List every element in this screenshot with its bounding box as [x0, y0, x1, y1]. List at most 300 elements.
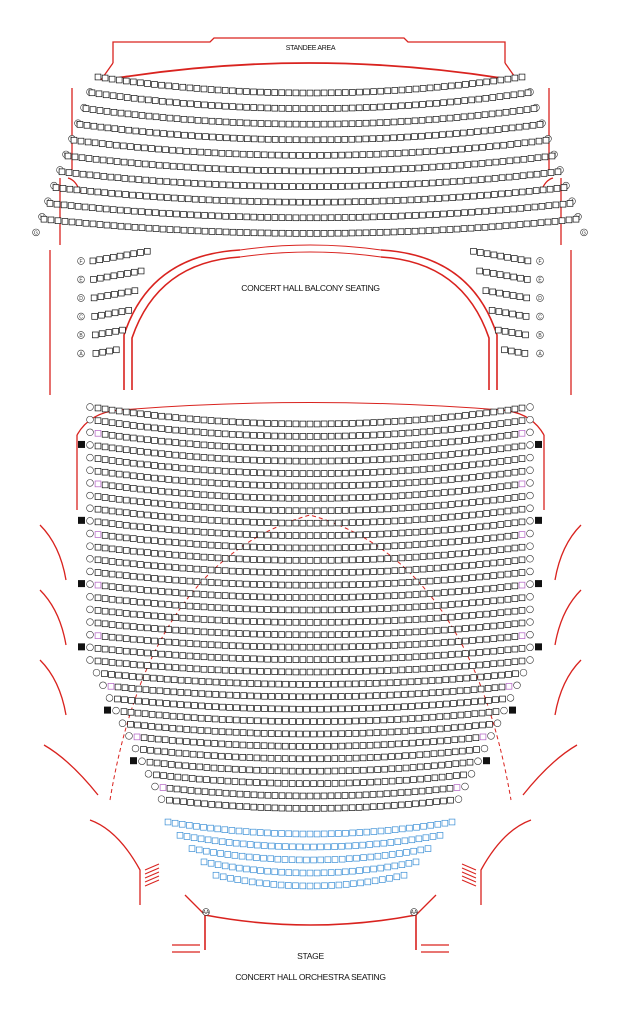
- seat: [279, 105, 285, 111]
- balcony-right-box: [471, 248, 531, 263]
- seat: [107, 348, 113, 354]
- seat: [496, 223, 502, 229]
- seat: [307, 508, 313, 514]
- seat: [279, 582, 285, 588]
- seat: [311, 756, 317, 762]
- seat: [195, 788, 201, 794]
- seat: [123, 623, 129, 629]
- seat: [470, 600, 476, 606]
- seat: [415, 197, 421, 203]
- seat: [505, 584, 511, 590]
- seat: [206, 704, 212, 710]
- seat: [145, 462, 151, 468]
- seat: [286, 619, 292, 625]
- seat: [382, 853, 388, 859]
- seat: [342, 594, 348, 600]
- seat: [441, 490, 447, 496]
- seat: [493, 709, 499, 715]
- seat: [118, 223, 124, 229]
- seat: [505, 470, 511, 476]
- seat: [419, 117, 425, 123]
- seat: [236, 519, 242, 525]
- seat: [357, 656, 363, 662]
- seat: [321, 632, 327, 638]
- seat: [195, 800, 201, 806]
- seat: [504, 207, 510, 213]
- seat: [85, 139, 91, 145]
- seat: [188, 800, 194, 806]
- seat: [181, 116, 187, 122]
- seat: [447, 785, 453, 791]
- seat: [168, 774, 174, 780]
- seat: [339, 780, 345, 786]
- seat: [240, 742, 246, 748]
- seat: [402, 150, 408, 156]
- seat: [349, 136, 355, 142]
- seat: [427, 641, 433, 647]
- seat: [477, 562, 483, 568]
- seat: [283, 168, 289, 174]
- seat: [213, 692, 219, 698]
- seat: [392, 630, 398, 636]
- seat: [484, 269, 490, 275]
- seat: [223, 229, 229, 235]
- seat: [152, 488, 158, 494]
- seat: [194, 466, 200, 472]
- seat: [505, 76, 511, 82]
- seat: [248, 183, 254, 189]
- seat: [261, 743, 267, 749]
- seat: [318, 153, 324, 159]
- seat: [321, 545, 327, 551]
- seat: [402, 166, 408, 172]
- seat: [370, 104, 376, 110]
- seat: [498, 522, 504, 528]
- seat: [152, 475, 158, 481]
- seat: [283, 199, 289, 205]
- seat: [420, 654, 426, 660]
- seat: [311, 781, 317, 787]
- seat: [508, 348, 514, 354]
- seat: [166, 639, 172, 645]
- seat: [357, 569, 363, 575]
- seat: [102, 634, 108, 640]
- seat: [427, 578, 433, 584]
- seat: [185, 678, 191, 684]
- seat: [484, 561, 490, 567]
- seat: [307, 657, 313, 663]
- seat: [429, 690, 435, 696]
- seat: [194, 541, 200, 547]
- seat: [339, 768, 345, 774]
- seat: [398, 135, 404, 141]
- seat: [541, 171, 547, 177]
- seat: [364, 606, 370, 612]
- seat: [138, 549, 144, 555]
- seat: [381, 151, 387, 157]
- seat: [83, 220, 89, 226]
- seat: [142, 711, 148, 717]
- seat: [491, 661, 497, 667]
- seat: [402, 716, 408, 722]
- seat: [258, 644, 264, 650]
- seat: [283, 844, 289, 850]
- seat: [95, 570, 101, 576]
- seat: [430, 702, 436, 708]
- seat: [427, 666, 433, 672]
- seat: [191, 739, 197, 745]
- seat: [385, 864, 391, 870]
- seat: [183, 763, 189, 769]
- seat: [476, 96, 482, 102]
- seat: [360, 743, 366, 749]
- seat: [446, 774, 452, 780]
- seat: [378, 457, 384, 463]
- seat: [412, 134, 418, 140]
- seat: [178, 180, 184, 186]
- seat: [258, 569, 264, 575]
- seat: [370, 120, 376, 126]
- seat: [325, 168, 331, 174]
- seat: [135, 710, 141, 716]
- seat: [244, 507, 250, 513]
- seat: [159, 82, 165, 88]
- seat: [236, 457, 242, 463]
- seat: [261, 855, 267, 861]
- seat: [276, 694, 282, 700]
- seat: [272, 570, 278, 576]
- seat: [145, 612, 151, 618]
- seat: [552, 219, 558, 225]
- seat: [318, 199, 324, 205]
- seat: [215, 505, 221, 511]
- seat: [283, 694, 289, 700]
- seat: [136, 674, 142, 680]
- seat: [389, 766, 395, 772]
- seat: [427, 628, 433, 634]
- seat: [431, 751, 437, 757]
- seat: [406, 642, 412, 648]
- seat: [354, 780, 360, 786]
- seat: [225, 778, 231, 784]
- seat: [408, 679, 414, 685]
- seat: [147, 129, 153, 135]
- seat: [385, 593, 391, 599]
- seat: [350, 507, 356, 513]
- seat: [47, 201, 53, 207]
- seat: [484, 611, 490, 617]
- seat: [456, 513, 462, 519]
- seat: [440, 227, 446, 233]
- seat: [350, 557, 356, 563]
- seat: [271, 882, 277, 888]
- seat: [342, 607, 348, 613]
- seat: [434, 640, 440, 646]
- seat: [144, 248, 150, 254]
- seat: [396, 778, 402, 784]
- seat: [209, 802, 215, 808]
- seat: [498, 408, 504, 414]
- seat: [416, 715, 422, 721]
- seat: [435, 821, 441, 827]
- seat: [353, 706, 359, 712]
- seat: [95, 481, 101, 487]
- seat: [208, 617, 214, 623]
- seat: [236, 444, 242, 450]
- wall-line: [40, 660, 66, 715]
- seat: [115, 175, 121, 181]
- seat: [445, 750, 451, 756]
- seat: [215, 543, 221, 549]
- seat: [68, 203, 74, 209]
- seat: [434, 540, 440, 546]
- seat: [209, 789, 215, 795]
- seat: [194, 629, 200, 635]
- seat: [328, 121, 334, 127]
- seat: [258, 458, 264, 464]
- seat: [300, 620, 306, 626]
- seat: [114, 159, 120, 165]
- seat: [194, 491, 200, 497]
- seat: [357, 420, 363, 426]
- seat: [123, 598, 129, 604]
- seat: [361, 780, 367, 786]
- seat: [180, 653, 186, 659]
- seat: [385, 104, 391, 110]
- seat: [459, 146, 465, 152]
- seat: [116, 446, 122, 452]
- seat: [198, 836, 204, 842]
- seat: [248, 693, 254, 699]
- seat: [227, 198, 233, 204]
- seat: [272, 545, 278, 551]
- seat: [434, 553, 440, 559]
- row-marker: [106, 695, 113, 702]
- seat: [314, 421, 320, 427]
- row-letter: D: [79, 295, 83, 302]
- seat: [433, 132, 439, 138]
- seat: [116, 459, 122, 465]
- seat: [300, 883, 306, 889]
- seat: [566, 217, 572, 223]
- seat: [236, 581, 242, 587]
- seat: [409, 716, 415, 722]
- seat: [364, 420, 370, 426]
- seat: [145, 638, 151, 644]
- seat: [370, 136, 376, 142]
- seat: [441, 465, 447, 471]
- seat: [307, 421, 313, 427]
- row-marker: [481, 745, 488, 752]
- seat: [328, 805, 334, 811]
- row-marker: [494, 720, 501, 727]
- seat: [484, 251, 490, 257]
- seat: [92, 140, 98, 146]
- seat: [491, 560, 497, 566]
- seat: [422, 690, 428, 696]
- seat: [423, 715, 429, 721]
- seat: [126, 127, 132, 133]
- seat: [117, 94, 123, 100]
- seat: [230, 214, 236, 220]
- seat: [406, 629, 412, 635]
- seat: [371, 519, 377, 525]
- seat: [279, 495, 285, 501]
- seat: [406, 567, 412, 573]
- seat: [201, 666, 207, 672]
- seat: [215, 468, 221, 474]
- seat: [410, 752, 416, 758]
- seat: [112, 126, 118, 132]
- seat: [519, 620, 525, 626]
- seat: [265, 619, 271, 625]
- seat: [399, 103, 405, 109]
- seat: [135, 144, 141, 150]
- seat: [378, 593, 384, 599]
- seat: [258, 631, 264, 637]
- seat: [470, 663, 476, 669]
- seat: [205, 716, 211, 722]
- seat: [395, 839, 401, 845]
- seat: [318, 184, 324, 190]
- seat: [335, 669, 341, 675]
- seat: [408, 181, 414, 187]
- seat: [399, 642, 405, 648]
- seat: [448, 797, 454, 803]
- seat: [208, 418, 214, 424]
- orchestra-row: [115, 696, 506, 712]
- seat: [491, 447, 497, 453]
- seat: [230, 120, 236, 126]
- seat: [408, 691, 414, 697]
- seat: [477, 574, 483, 580]
- seat: [477, 637, 483, 643]
- seat: [187, 478, 193, 484]
- seat: [297, 199, 303, 205]
- seat: [342, 793, 348, 799]
- seat: [258, 532, 264, 538]
- seat: [325, 719, 331, 725]
- seat: [174, 227, 180, 233]
- seat: [240, 754, 246, 760]
- seat: [244, 556, 250, 562]
- seat: [186, 822, 192, 828]
- seat: [356, 230, 362, 236]
- seat: [166, 83, 172, 89]
- seat: [152, 82, 158, 88]
- seat: [109, 672, 115, 678]
- seat: [132, 224, 138, 230]
- seat: [512, 621, 518, 627]
- seat: [192, 678, 198, 684]
- seat: [286, 831, 292, 837]
- seat: [168, 762, 174, 768]
- seat: [174, 211, 180, 217]
- seat: [244, 544, 250, 550]
- seat: [420, 579, 426, 585]
- seat: [314, 483, 320, 489]
- seat: [335, 458, 341, 464]
- seat: [332, 844, 338, 850]
- seat: [234, 693, 240, 699]
- seat: [122, 176, 128, 182]
- seat: [194, 429, 200, 435]
- seat: [201, 859, 207, 865]
- seat: [251, 644, 257, 650]
- seat: [427, 566, 433, 572]
- seat: [139, 225, 145, 231]
- seat: [236, 656, 242, 662]
- seat: [512, 482, 518, 488]
- seat: [321, 669, 327, 675]
- seat: [234, 680, 240, 686]
- seat: [251, 230, 257, 236]
- seat: [145, 81, 151, 87]
- seat: [179, 821, 185, 827]
- seat: [388, 717, 394, 723]
- seat: [142, 161, 148, 167]
- seat: [171, 195, 177, 201]
- row-letter: A: [79, 351, 83, 358]
- seat: [286, 870, 292, 876]
- seat: [100, 157, 106, 163]
- seat: [364, 594, 370, 600]
- seat: [224, 135, 230, 141]
- seat: [371, 494, 377, 500]
- seat: [423, 835, 429, 841]
- seat: [201, 617, 207, 623]
- seat: [251, 867, 257, 873]
- seat: [208, 87, 214, 93]
- seat: [215, 667, 221, 673]
- seat: [339, 743, 345, 749]
- seat: [389, 754, 395, 760]
- seat: [218, 851, 224, 857]
- seat: [382, 779, 388, 785]
- seat: [328, 570, 334, 576]
- seat: [62, 219, 68, 225]
- seat: [188, 788, 194, 794]
- seat: [272, 607, 278, 613]
- seat: [157, 178, 163, 184]
- seat: [201, 86, 207, 92]
- seat: [300, 545, 306, 551]
- seat: [342, 433, 348, 439]
- seat: [160, 115, 166, 121]
- seat: [217, 135, 223, 141]
- seat: [477, 474, 483, 480]
- seat: [251, 544, 257, 550]
- seat: [173, 527, 179, 533]
- seat: [198, 165, 204, 171]
- seat: [120, 327, 126, 333]
- seat: [162, 749, 168, 755]
- seat: [439, 774, 445, 780]
- seat: [413, 654, 419, 660]
- seat: [116, 433, 122, 439]
- seat: [244, 643, 250, 649]
- seat: [318, 682, 324, 688]
- seat: [346, 183, 352, 189]
- row-marker: [100, 682, 107, 689]
- seat: [108, 683, 114, 689]
- row-marker: [462, 783, 469, 790]
- seat: [364, 829, 370, 835]
- seat: [185, 690, 191, 696]
- balcony-right-box: [495, 327, 528, 338]
- seat: [438, 750, 444, 756]
- seat: [255, 199, 261, 205]
